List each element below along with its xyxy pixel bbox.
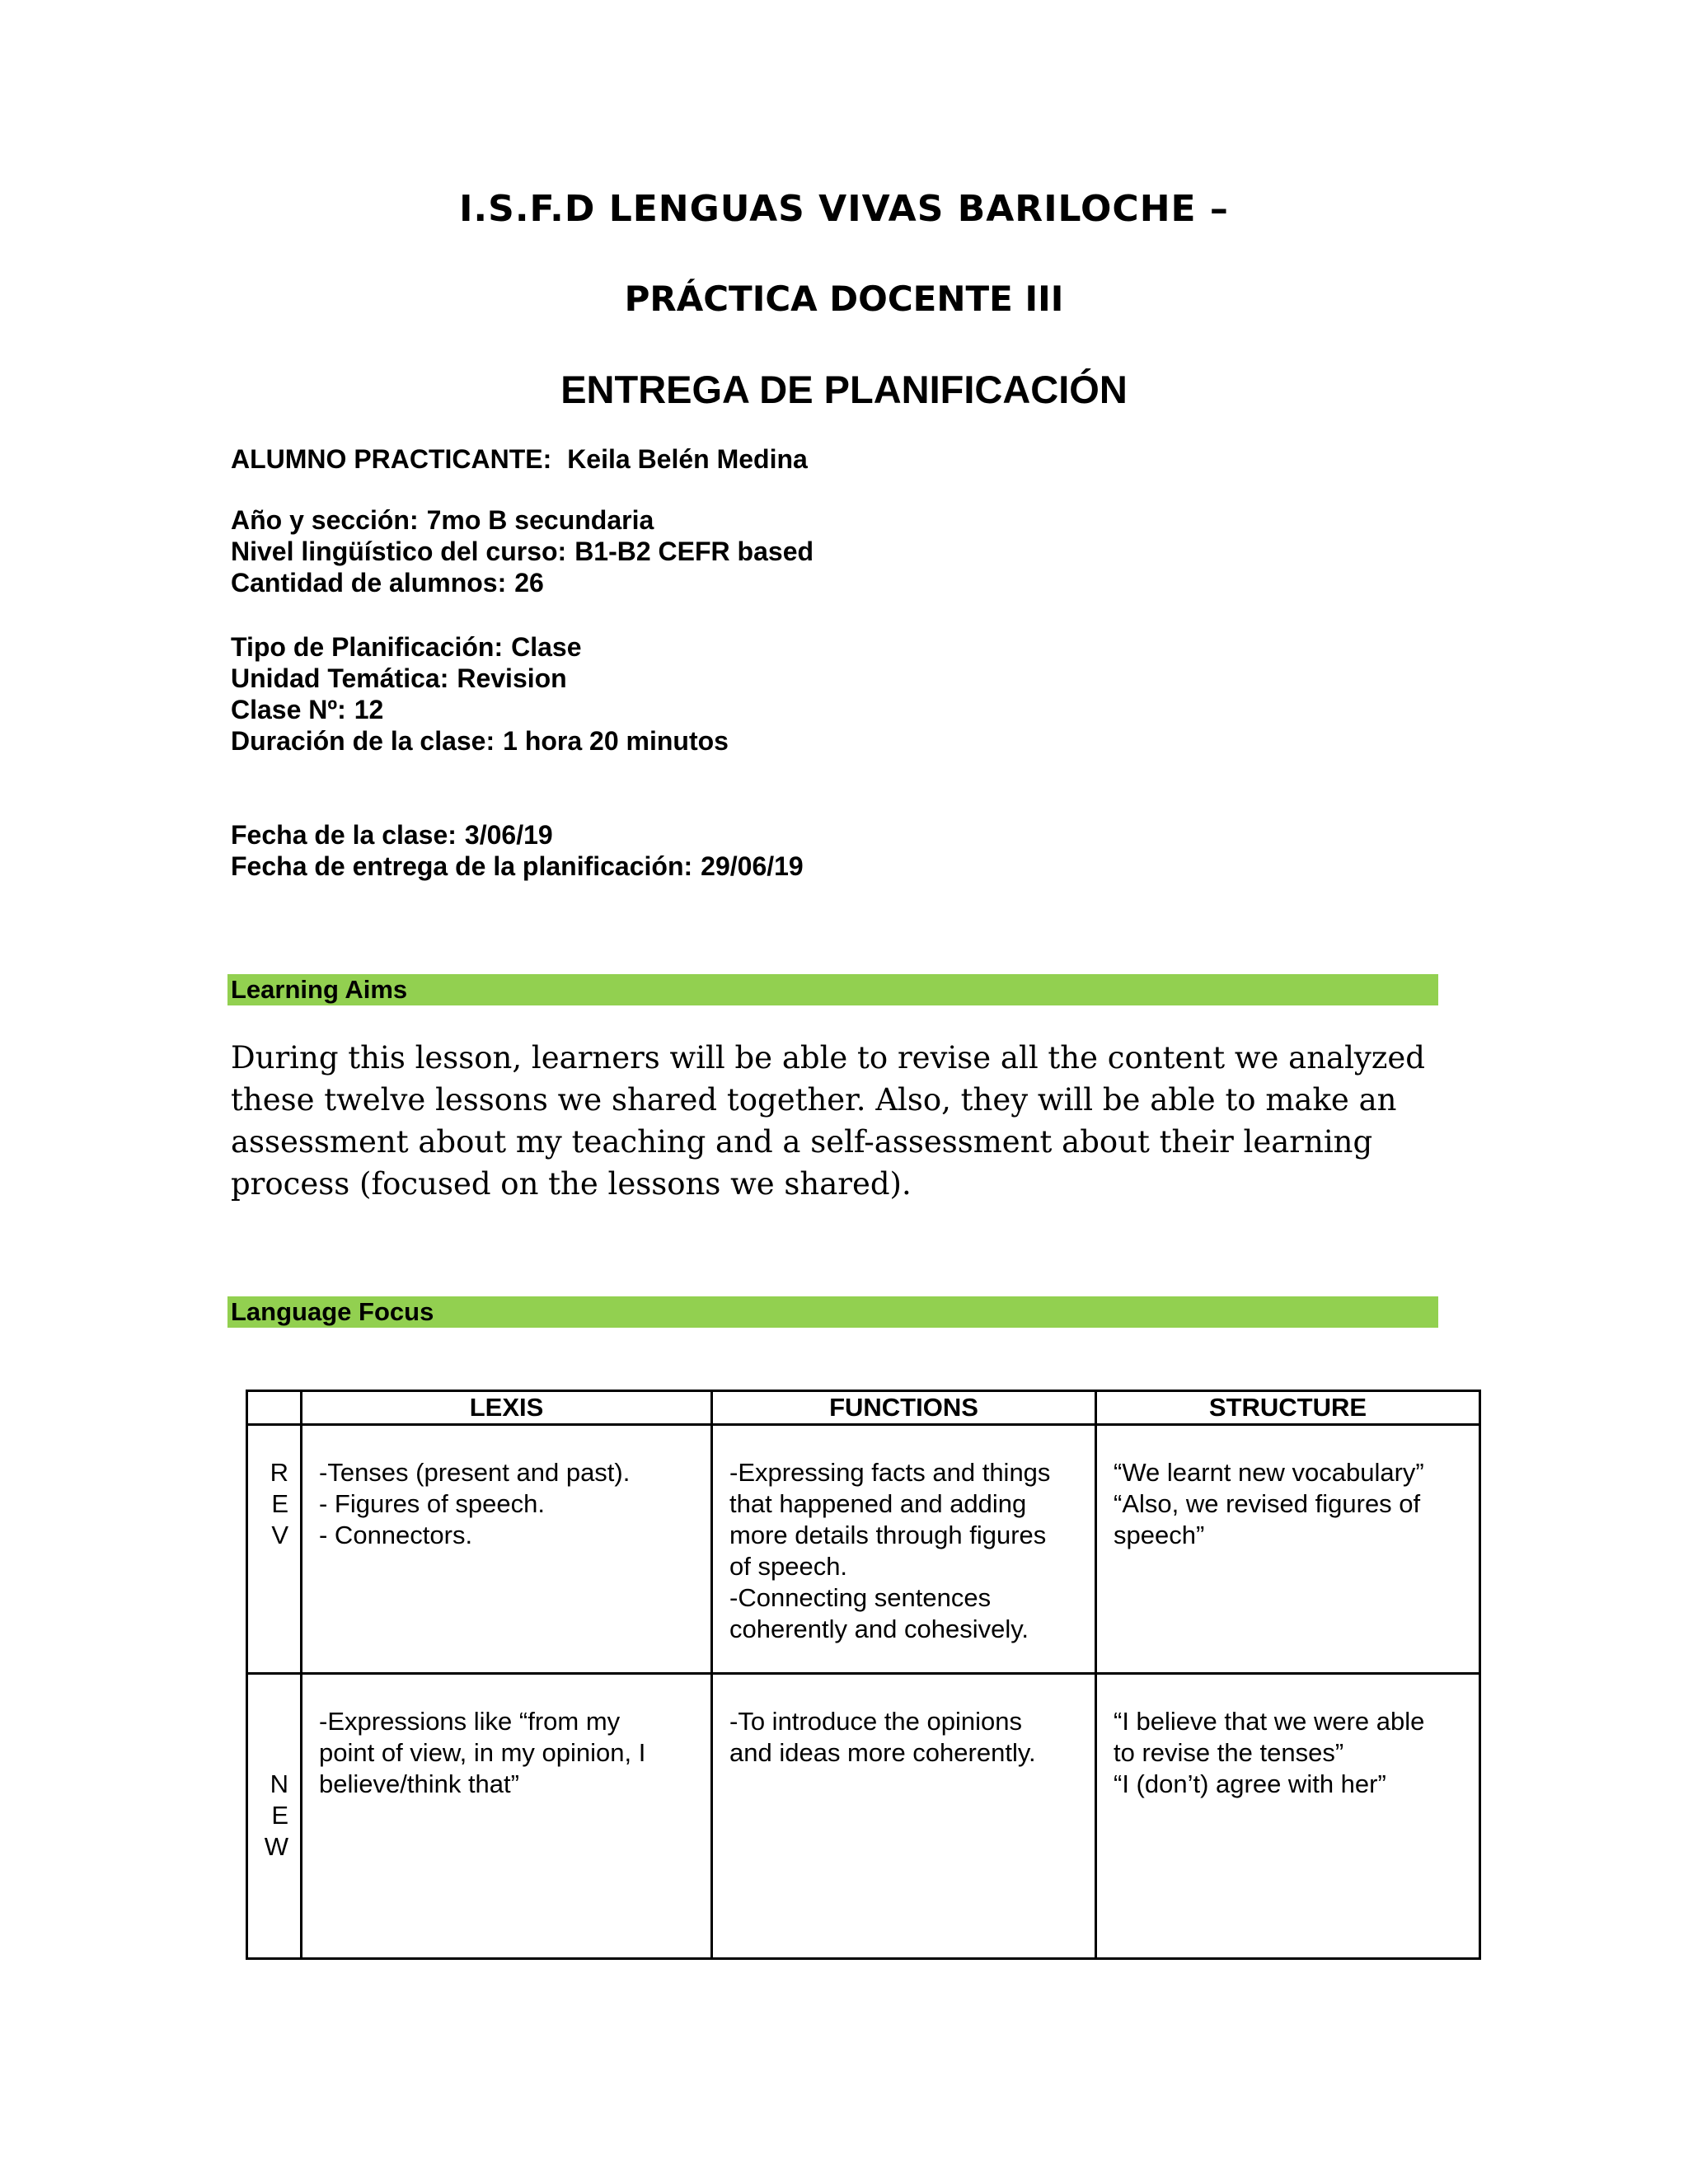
cell-line: speech” [1114,1521,1205,1549]
plan-info-row [231,725,729,757]
plan-info-row [231,631,729,663]
learning-aims-line: assessment about my teaching and a self-assessment about their learning [231,1124,1373,1160]
date-label: Fecha de la clase: [231,820,457,850]
cell-line: - Connectors. [319,1521,473,1549]
plan-info-value: Revision [457,663,567,693]
course-info-value: 7mo B secundaria [426,505,654,535]
plan-info-label: Unidad Temática: [231,663,449,693]
course-title: PRÁCTICA DOCENTE III [624,279,1064,319]
cell-line: “Also, we revised figures of [1114,1489,1421,1518]
column-header-structure: STRUCTURE [1096,1391,1480,1425]
learning-aims-line: During this lesson, learners will be able to revise all the content we analyzed [231,1040,1425,1076]
structure-cell [1096,1425,1480,1674]
learning-aims-line: these twelve lessons we shared together. Also, they will be able to make an [231,1082,1397,1118]
column-header-functions: FUNCTIONS [712,1391,1096,1425]
language-focus-table [246,1390,1481,1960]
date-row [231,851,804,882]
column-header-lexis: LEXIS [302,1391,712,1425]
functions-cell [712,1425,1096,1674]
table-row-new [247,1674,1480,1959]
course-info-value: 26 [514,568,544,598]
cell-line: “I believe that we were able [1114,1707,1425,1736]
date-label: Fecha de entrega de la planificación: [231,851,693,881]
institution-title: I.S.F.D LENGUAS VIVAS BARILOCHE – [459,188,1229,230]
row-label-new: N E W [247,1674,302,1959]
table-header-row [247,1391,1480,1425]
course-info-label: Nivel lingüístico del curso: [231,537,567,566]
date-row [231,819,804,851]
course-info-row [231,567,814,598]
plan-info-label: Tipo de Planificación: [231,632,504,662]
course-info-label: Año y sección: [231,505,419,535]
plan-info-value: Clase [511,632,582,662]
cell-line: believe/think that” [319,1769,519,1798]
cell-line: - Figures of speech. [319,1489,545,1518]
student-name: Keila Belén Medina [567,444,808,474]
cell-line: and ideas more coherently. [729,1738,1036,1767]
course-info-block [231,504,814,598]
cell-line: more details through figures [729,1521,1047,1549]
dates-block [231,819,804,882]
student-line [231,443,808,475]
functions-cell [712,1674,1096,1959]
cell-line: “We learnt new vocabulary” [1114,1458,1424,1487]
cell-line: of speech. [729,1552,848,1581]
cell-line: coherently and cohesively. [729,1615,1029,1643]
cell-line: point of view, in my opinion, I [319,1738,646,1767]
cell-line: -Tenses (present and past). [319,1458,631,1487]
table-row-rev [247,1425,1480,1674]
plan-info-row [231,694,729,725]
plan-info-value: 12 [354,695,384,724]
plan-info-block [231,631,729,757]
course-info-value: B1-B2 CEFR based [574,537,814,566]
learning-aims-heading: Learning Aims [227,974,1438,1005]
plan-info-label: Clase Nº: [231,695,346,724]
learning-aims-line: process (focused on the lessons we shared). [231,1166,912,1202]
cell-line: -Expressions like “from my [319,1707,621,1736]
cell-line: to revise the tenses” [1114,1738,1344,1767]
structure-cell [1096,1674,1480,1959]
learning-aims-text [231,1037,1451,1205]
lexis-cell [302,1425,712,1674]
course-info-row [231,536,814,567]
plan-info-value: 1 hora 20 minutos [503,726,729,756]
lexis-cell [302,1674,712,1959]
row-label-rev: R E V [247,1425,302,1674]
course-info-row [231,504,814,536]
plan-info-row [231,663,729,694]
student-label: ALUMNO PRACTICANTE: [231,444,552,474]
date-value: 3/06/19 [464,820,553,850]
course-info-label: Cantidad de alumnos: [231,568,507,598]
cell-line: -Connecting sentences [729,1583,992,1612]
table-corner-cell [247,1391,302,1425]
cell-line: “I (don’t) agree with her” [1114,1769,1386,1798]
cell-line: -To introduce the opinions [729,1707,1023,1736]
cell-line: that happened and adding [729,1489,1027,1518]
document-title: ENTREGA DE PLANIFICACIÓN [560,368,1128,411]
date-value: 29/06/19 [701,851,804,881]
plan-info-label: Duración de la clase: [231,726,495,756]
language-focus-heading: Language Focus [227,1296,1438,1328]
cell-line: -Expressing facts and things [729,1458,1051,1487]
